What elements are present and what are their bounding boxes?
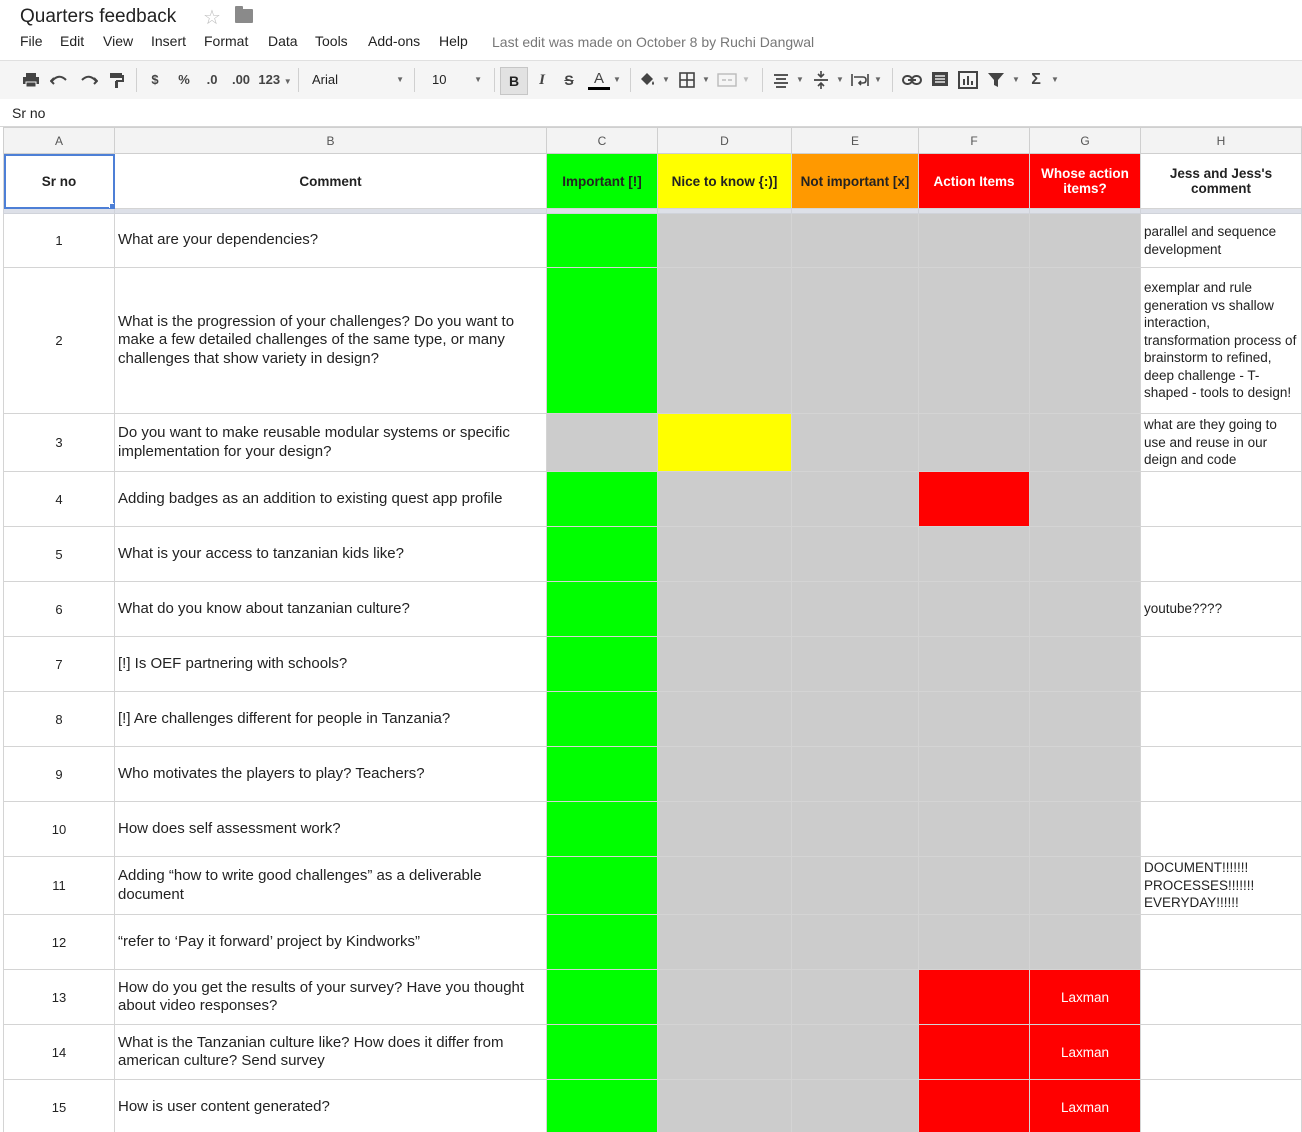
menu-format[interactable]: Format [204,33,249,49]
folder-icon[interactable] [235,9,253,23]
cell-action-items[interactable] [919,1080,1030,1132]
table-row [4,692,1302,747]
toolbar-separator [414,68,415,92]
cell-sr-no[interactable]: 5 [4,527,115,582]
cell-header-sr-no[interactable] [4,154,115,209]
cell-jess-comment[interactable] [1141,802,1302,857]
cell-jess-comment[interactable] [1141,527,1302,582]
toolbar-separator [762,68,763,92]
cell-whose-action[interactable] [1030,214,1141,268]
cell-jess-comment[interactable] [1141,915,1302,970]
link-icon[interactable] [901,70,923,90]
increase-decimals-button[interactable]: .00 [231,72,251,87]
cell-whose-action[interactable] [1030,414,1141,472]
redo-icon[interactable] [80,70,98,90]
print-icon[interactable] [22,70,40,90]
cell-whose-action[interactable] [1030,692,1141,747]
chevron-down-icon[interactable]: ▼ [742,75,750,84]
cell-nice-to-know[interactable] [658,527,792,582]
chevron-down-icon[interactable]: ▼ [796,75,804,84]
toolbar-separator [298,68,299,92]
cell-nice-to-know[interactable] [658,915,792,970]
star-icon[interactable]: ☆ [203,7,221,29]
undo-icon[interactable] [50,70,68,90]
table-row [4,747,1302,802]
functions-button[interactable]: Σ [1031,71,1041,88]
menu-edit[interactable]: Edit [60,33,85,49]
cell-whose-action[interactable] [1030,637,1141,692]
cell-comment[interactable]: What are your dependencies? [115,214,547,268]
cell-sr-no[interactable]: 7 [4,637,115,692]
cell-nice-to-know[interactable] [658,637,792,692]
text-wrap-icon[interactable] [850,70,870,90]
cell-whose-action[interactable]: Laxman [1030,970,1141,1025]
insert-chart-icon[interactable] [957,70,979,90]
cell-sr-no[interactable]: 12 [4,915,115,970]
toolbar-separator [494,68,495,92]
menu-data[interactable]: Data [268,33,298,49]
table-row [4,915,1302,970]
toolbar [0,60,1302,100]
document-title[interactable]: Quarters feedback [20,6,177,27]
cell-not-important[interactable] [792,214,919,268]
column-header-d[interactable]: D [658,128,792,154]
column-header-h[interactable]: H [1141,128,1302,154]
font-family-select[interactable] [306,68,410,92]
cell-action-items[interactable] [919,472,1030,527]
cell-jess-comment[interactable] [1141,1080,1302,1132]
cell-important[interactable] [547,970,658,1025]
cell-nice-to-know[interactable] [658,1080,792,1132]
column-header-g[interactable]: G [1030,128,1141,154]
cell-header-nice-to-know[interactable]: Nice to know {:)] [658,154,792,209]
borders-icon[interactable] [678,70,696,90]
cell-action-items[interactable] [919,970,1030,1025]
table-row [4,527,1302,582]
text-color-button[interactable]: A [588,70,610,90]
strikethrough-button[interactable]: S [564,72,574,88]
cell-not-important[interactable] [792,1025,919,1080]
cell-comment[interactable]: [!] Are challenges different for people in Tanzania? [115,692,547,747]
spreadsheet-grid [0,127,1302,1132]
header-sr-no-label: Sr no [41,173,77,189]
cell-jess-comment[interactable]: DOCUMENT!!!!!!! PROCESSES!!!!!!! EVERYDAY!!!!!! [1141,857,1302,915]
table-row [4,582,1302,637]
chevron-down-icon[interactable]: ▼ [1012,75,1020,84]
cell-comment[interactable]: What do you know about tanzanian culture? [115,582,547,637]
cell-jess-comment[interactable] [1141,472,1302,527]
table-row [4,637,1302,692]
table-row [4,970,1302,1025]
cell-important[interactable] [547,1080,658,1132]
table-row [4,1025,1302,1080]
cell-comment[interactable]: What is the progression of your challenges? Do you want to make a few detailed challenges of the same type, or many challenges that show variety in design? [115,268,547,414]
toolbar-separator [630,68,631,92]
sheet-table [3,127,1302,1132]
cell-sr-no[interactable]: 10 [4,802,115,857]
cell-comment[interactable]: [!] Is OEF partnering with schools? [115,637,547,692]
decrease-decimals-button[interactable]: .0 [206,72,218,87]
menu-file[interactable]: File [20,33,43,49]
title-bar [0,0,1302,30]
cell-nice-to-know[interactable] [658,1025,792,1080]
chevron-down-icon[interactable]: ▼ [874,75,882,84]
cell-important[interactable] [547,692,658,747]
cell-whose-action[interactable] [1030,582,1141,637]
cell-jess-comment[interactable]: parallel and sequence development [1141,214,1302,268]
cell-important[interactable] [547,915,658,970]
cell-whose-action[interactable]: Laxman [1030,1080,1141,1132]
cell-whose-action[interactable] [1030,472,1141,527]
cell-important[interactable] [547,214,658,268]
cell-action-items[interactable] [919,268,1030,414]
vertical-align-icon[interactable] [812,70,830,90]
cell-action-items[interactable] [919,692,1030,747]
selection-handle[interactable] [109,203,115,209]
menu-view[interactable]: View [103,33,134,49]
chevron-down-icon[interactable]: ▼ [662,75,670,84]
table-row [4,268,1302,414]
cell-not-important[interactable] [792,637,919,692]
toolbar-separator [136,68,137,92]
cell-important[interactable] [547,472,658,527]
chevron-down-icon[interactable]: ▼ [1051,75,1059,84]
cell-jess-comment[interactable]: exemplar and rule generation vs shallow interaction, transformation process of brainstorm to refined, deep challenge - T-shaped - tools to design! [1141,268,1302,414]
fill-color-icon[interactable] [638,70,658,90]
cell-important[interactable] [547,747,658,802]
column-header-row [4,128,1302,154]
cell-not-important[interactable] [792,857,919,915]
cell-comment[interactable]: What is the Tanzanian culture like? How does it differ from american culture? Send survey [115,1025,547,1080]
cell-action-items[interactable] [919,802,1030,857]
cell-not-important[interactable] [792,692,919,747]
cell-comment[interactable]: Who motivates the players to play? Teachers? [115,747,547,802]
chevron-down-icon[interactable]: ▼ [613,75,621,84]
cell-action-items[interactable] [919,637,1030,692]
cell-nice-to-know[interactable] [658,214,792,268]
cell-sr-no[interactable]: 15 [4,1080,115,1132]
cell-jess-comment[interactable] [1141,747,1302,802]
cell-sr-no[interactable]: 1 [4,214,115,268]
cell-nice-to-know[interactable] [658,268,792,414]
cell-sr-no[interactable]: 9 [4,747,115,802]
cell-action-items[interactable] [919,857,1030,915]
cell-action-items[interactable] [919,747,1030,802]
chevron-down-icon: ▼ [474,75,482,84]
toolbar-separator [892,68,893,92]
cell-jess-comment[interactable]: youtube???? [1141,582,1302,637]
cell-comment[interactable]: How is user content generated? [115,1080,547,1132]
table-row [4,857,1302,915]
cell-nice-to-know[interactable] [658,970,792,1025]
font-size-select[interactable] [426,68,488,92]
table-row [4,414,1302,472]
cell-not-important[interactable] [792,268,919,414]
column-header-b[interactable]: B [115,128,547,154]
cell-not-important[interactable] [792,472,919,527]
cell-header-action-items[interactable]: Action Items [919,154,1030,209]
chevron-down-icon: ▼ [283,77,292,86]
cell-header-not-important[interactable]: Not important [x] [792,154,919,209]
cell-sr-no[interactable]: 8 [4,692,115,747]
cell-jess-comment[interactable] [1141,637,1302,692]
cell-sr-no[interactable]: 13 [4,970,115,1025]
cell-action-items[interactable] [919,414,1030,472]
menu-addons[interactable]: Add-ons [368,33,421,49]
formula-value: Sr no [12,105,46,121]
cell-action-items[interactable] [919,915,1030,970]
chevron-down-icon[interactable]: ▼ [702,75,710,84]
cell-important[interactable] [547,802,658,857]
merge-cells-icon[interactable] [716,70,738,90]
font-size-value: 10 [432,72,447,87]
cell-not-important[interactable] [792,527,919,582]
cell-action-items[interactable] [919,1025,1030,1080]
column-header-a[interactable]: A [4,128,115,154]
cell-sr-no[interactable]: 2 [4,268,115,414]
column-header-c[interactable]: C [547,128,658,154]
cell-jess-comment[interactable] [1141,692,1302,747]
cell-action-items[interactable] [919,527,1030,582]
insert-comment-icon[interactable] [931,70,949,90]
cell-nice-to-know[interactable] [658,747,792,802]
cell-important[interactable] [547,1025,658,1080]
cell-whose-action[interactable] [1030,857,1141,915]
cell-whose-action[interactable] [1030,747,1141,802]
cell-comment[interactable]: What is your access to tanzanian kids like? [115,527,547,582]
cell-header-whose-action[interactable]: Whose action items? [1030,154,1141,209]
cell-action-items[interactable] [919,214,1030,268]
table-row [4,472,1302,527]
cell-jess-comment[interactable] [1141,970,1302,1025]
cell-whose-action[interactable] [1030,527,1141,582]
cell-comment[interactable]: Adding “how to write good challenges” as a deliverable document [115,857,547,915]
currency-format-button[interactable]: $ [151,72,159,87]
cell-whose-action[interactable] [1030,915,1141,970]
cell-action-items[interactable] [919,582,1030,637]
cell-comment[interactable]: Do you want to make reusable modular systems or specific implementation for your design? [115,414,547,472]
cell-sr-no[interactable]: 11 [4,857,115,915]
chevron-down-icon[interactable]: ▼ [836,75,844,84]
column-header-e[interactable]: E [792,128,919,154]
cell-comment[interactable]: How does self assessment work? [115,802,547,857]
cell-nice-to-know[interactable] [658,802,792,857]
table-row [4,802,1302,857]
bold-button[interactable]: B [500,67,528,95]
more-formats-label: 123 [258,72,281,87]
cell-header-comment[interactable]: Comment [115,154,547,209]
last-edit-link[interactable]: Last edit was made on October 8 by Ruchi Dangwal [492,34,815,50]
cell-sr-no[interactable]: 14 [4,1025,115,1080]
cell-jess-comment[interactable] [1141,1025,1302,1080]
cell-not-important[interactable] [792,970,919,1025]
chevron-down-icon: ▼ [396,75,404,84]
header-row [4,154,1302,209]
cell-nice-to-know[interactable] [658,857,792,915]
cell-whose-action[interactable] [1030,802,1141,857]
cell-comment[interactable]: Adding badges as an addition to existing quest app profile [115,472,547,527]
table-row [4,214,1302,268]
percent-format-button[interactable]: % [178,72,190,87]
cell-important[interactable] [547,527,658,582]
cell-not-important[interactable] [792,582,919,637]
cell-jess-comment[interactable]: what are they going to use and reuse in our deign and code [1141,414,1302,472]
cell-important[interactable] [547,857,658,915]
cell-important[interactable] [547,582,658,637]
cell-header-important[interactable]: Important [!] [547,154,658,209]
cell-comment[interactable]: How do you get the results of your survey? Have you thought about video responses? [115,970,547,1025]
cell-nice-to-know[interactable] [658,692,792,747]
cell-sr-no[interactable]: 6 [4,582,115,637]
cell-whose-action[interactable]: Laxman [1030,1025,1141,1080]
cell-nice-to-know[interactable] [658,582,792,637]
cell-sr-no[interactable]: 3 [4,414,115,472]
menu-help[interactable]: Help [439,33,468,49]
table-row [4,1080,1302,1132]
more-formats-button[interactable] [256,70,294,90]
cell-whose-action[interactable] [1030,268,1141,414]
cell-important[interactable] [547,637,658,692]
cell-nice-to-know[interactable] [658,472,792,527]
cell-not-important[interactable] [792,414,919,472]
cell-important[interactable] [547,414,658,472]
cell-nice-to-know[interactable] [658,414,792,472]
formula-bar[interactable] [0,99,1302,127]
column-header-f[interactable]: F [919,128,1030,154]
cell-comment[interactable]: “refer to ‘Pay it forward’ project by Kindworks” [115,915,547,970]
cell-not-important[interactable] [792,1080,919,1132]
filter-icon[interactable] [987,70,1005,90]
cell-sr-no[interactable]: 4 [4,472,115,527]
cell-header-jess-comment[interactable]: Jess and Jess's comment [1141,154,1302,209]
cell-not-important[interactable] [792,747,919,802]
align-icon[interactable] [772,70,790,90]
menu-tools[interactable]: Tools [315,33,348,49]
italic-button[interactable]: I [539,72,545,88]
menu-insert[interactable]: Insert [151,33,187,49]
cell-not-important[interactable] [792,915,919,970]
paint-format-icon[interactable] [108,70,126,90]
cell-important[interactable] [547,268,658,414]
cell-not-important[interactable] [792,802,919,857]
font-family-value: Arial [312,72,339,87]
